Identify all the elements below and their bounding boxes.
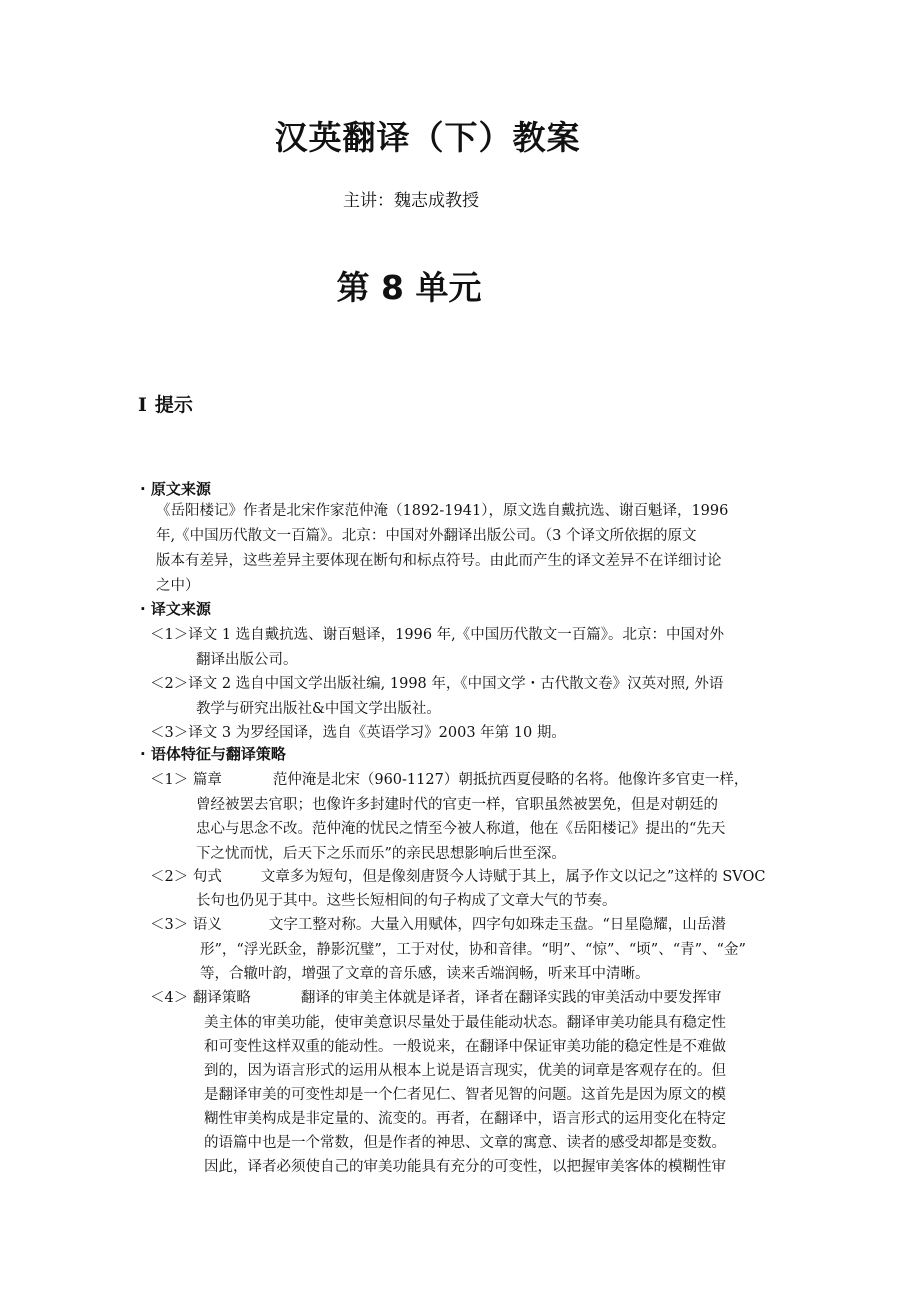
item-text: 文章多为短句，但是像刻唐贤今人诗赋于其上，属予作文以记之”这样的 SVOC [260, 869, 766, 885]
item-text: 曾经被罢去官职；也像许多封建时代的官吏一样，官职虽然被罢免，但是对朝廷的 [196, 797, 718, 813]
item-term: 句式 [192, 869, 222, 885]
item-text: 忠心与思念不改。范仲淹的忧民之情至今被人称道，他在《岳阳楼记》提出的“先天 [196, 821, 726, 837]
section-number: I [138, 394, 147, 416]
item-marker: ＜4＞ [150, 990, 189, 1006]
source-line: 版本有差异，这些差异主要体现在断句和标点符号。由此而产生的译文差异不在详细讨论 [156, 553, 722, 569]
list-item [150, 768, 748, 789]
item-text: 文字工整对称。大量入用赋体，四字句如珠走玉盘。“日星隐耀，山岳潜 [268, 917, 726, 933]
style-heading: · 语体特征与翻译策略 [140, 745, 286, 763]
translation-line: ＜1＞译文 1 选自戴抗选、谢百魁译，1996 年,《中国历代散文一百篇》。北京：中国对外 [150, 627, 725, 643]
list-item [150, 865, 766, 886]
item-text: 形”，“浮光跃金，静影沉璧”，工于对仗，协和音律。“明”、“惊”、“顷”、“青”、“金” [200, 942, 746, 958]
item-text: 和可变性这样双重的能动性。一般说来，在翻译中保证审美功能的稳定性是不难做 [204, 1039, 726, 1055]
item-text: 因此，译者必须使自己的审美功能具有充分的可变性，以把握审美客体的模糊性审 [204, 1159, 726, 1175]
item-text: 长句也仍见于其中。这些长短相间的句子构成了文章大气的节奏。 [196, 893, 617, 909]
translation-line: ＜3＞译文 3 为罗经国译，选自《英语学习》2003 年第 10 期。 [150, 725, 566, 741]
source-line: 年,《中国历代散文一百篇》。北京：中国对外翻译出版公司。（3 个译文所依据的原文 [156, 528, 697, 544]
item-text: 是翻译审美的可变性却是一个仁者见仁、智者见智的问题。这首先是因为原文的模 [204, 1087, 726, 1103]
item-marker: ＜3＞ [150, 917, 189, 933]
item-text: 下之忧而忧，后天下之乐而乐”的亲民思想影响后世至深。 [196, 846, 566, 862]
lecturer-line: 主讲：魏志成教授 [343, 191, 479, 211]
item-text: 翻译的审美主体就是译者，译者在翻译实践的审美活动中要发挥审 [300, 990, 722, 1006]
item-text: 等，合辙叶韵，增强了文章的音乐感，读来舌端润畅，听来耳中清晰。 [200, 966, 650, 982]
item-term: 篇章 [192, 772, 222, 788]
document-title: 汉英翻译（下）教案 [274, 118, 581, 157]
section-heading [138, 390, 193, 417]
item-marker: ＜2＞ [150, 869, 189, 885]
source-line: 《岳阳楼记》作者是北宋作家范仲淹（1892-1941），原文选自戴抗选、谢百魁译，1996 [156, 503, 729, 519]
item-text: 的语篇中也是一个常数，但是作者的神思、文章的寓意、读者的感受却都是变数。 [204, 1135, 726, 1151]
source-heading: · 原文来源 [140, 480, 211, 498]
translation-line: ＜2＞译文 2 选自中国文学出版社编, 1998 年，《中国文学・古代散文卷》汉英对照, 外语 [150, 676, 724, 692]
item-text: 范仲淹是北宋（960-1127）朝抵抗西夏侵略的名将。他像许多官吏一样， [272, 772, 749, 788]
translation-line: 教学与研究出版社&中国文学出版社。 [196, 701, 441, 717]
section-name: 提示 [154, 394, 193, 416]
item-marker: ＜1＞ [150, 772, 189, 788]
unit-heading: 第 8 单元 [336, 268, 482, 307]
item-text: 到的，因为语言形式的运用从根本上说是语言现实，优美的词章是客观存在的。但 [204, 1063, 726, 1079]
list-item [150, 986, 721, 1007]
list-item [150, 913, 726, 934]
translation-line: 翻译出版公司。 [196, 652, 298, 668]
item-text: 美主体的审美功能，使审美意识尽量处于最佳能动状态。翻译审美功能具有稳定性 [204, 1015, 726, 1031]
item-term: 语义 [192, 917, 222, 933]
item-term: 翻译策略 [192, 990, 251, 1006]
item-text: 糊性审美构成是非定量的、流变的。再者，在翻译中，语言形式的运用变化在特定 [204, 1111, 726, 1127]
translation-heading: · 译文来源 [140, 600, 211, 618]
source-line: 之中） [156, 578, 200, 594]
